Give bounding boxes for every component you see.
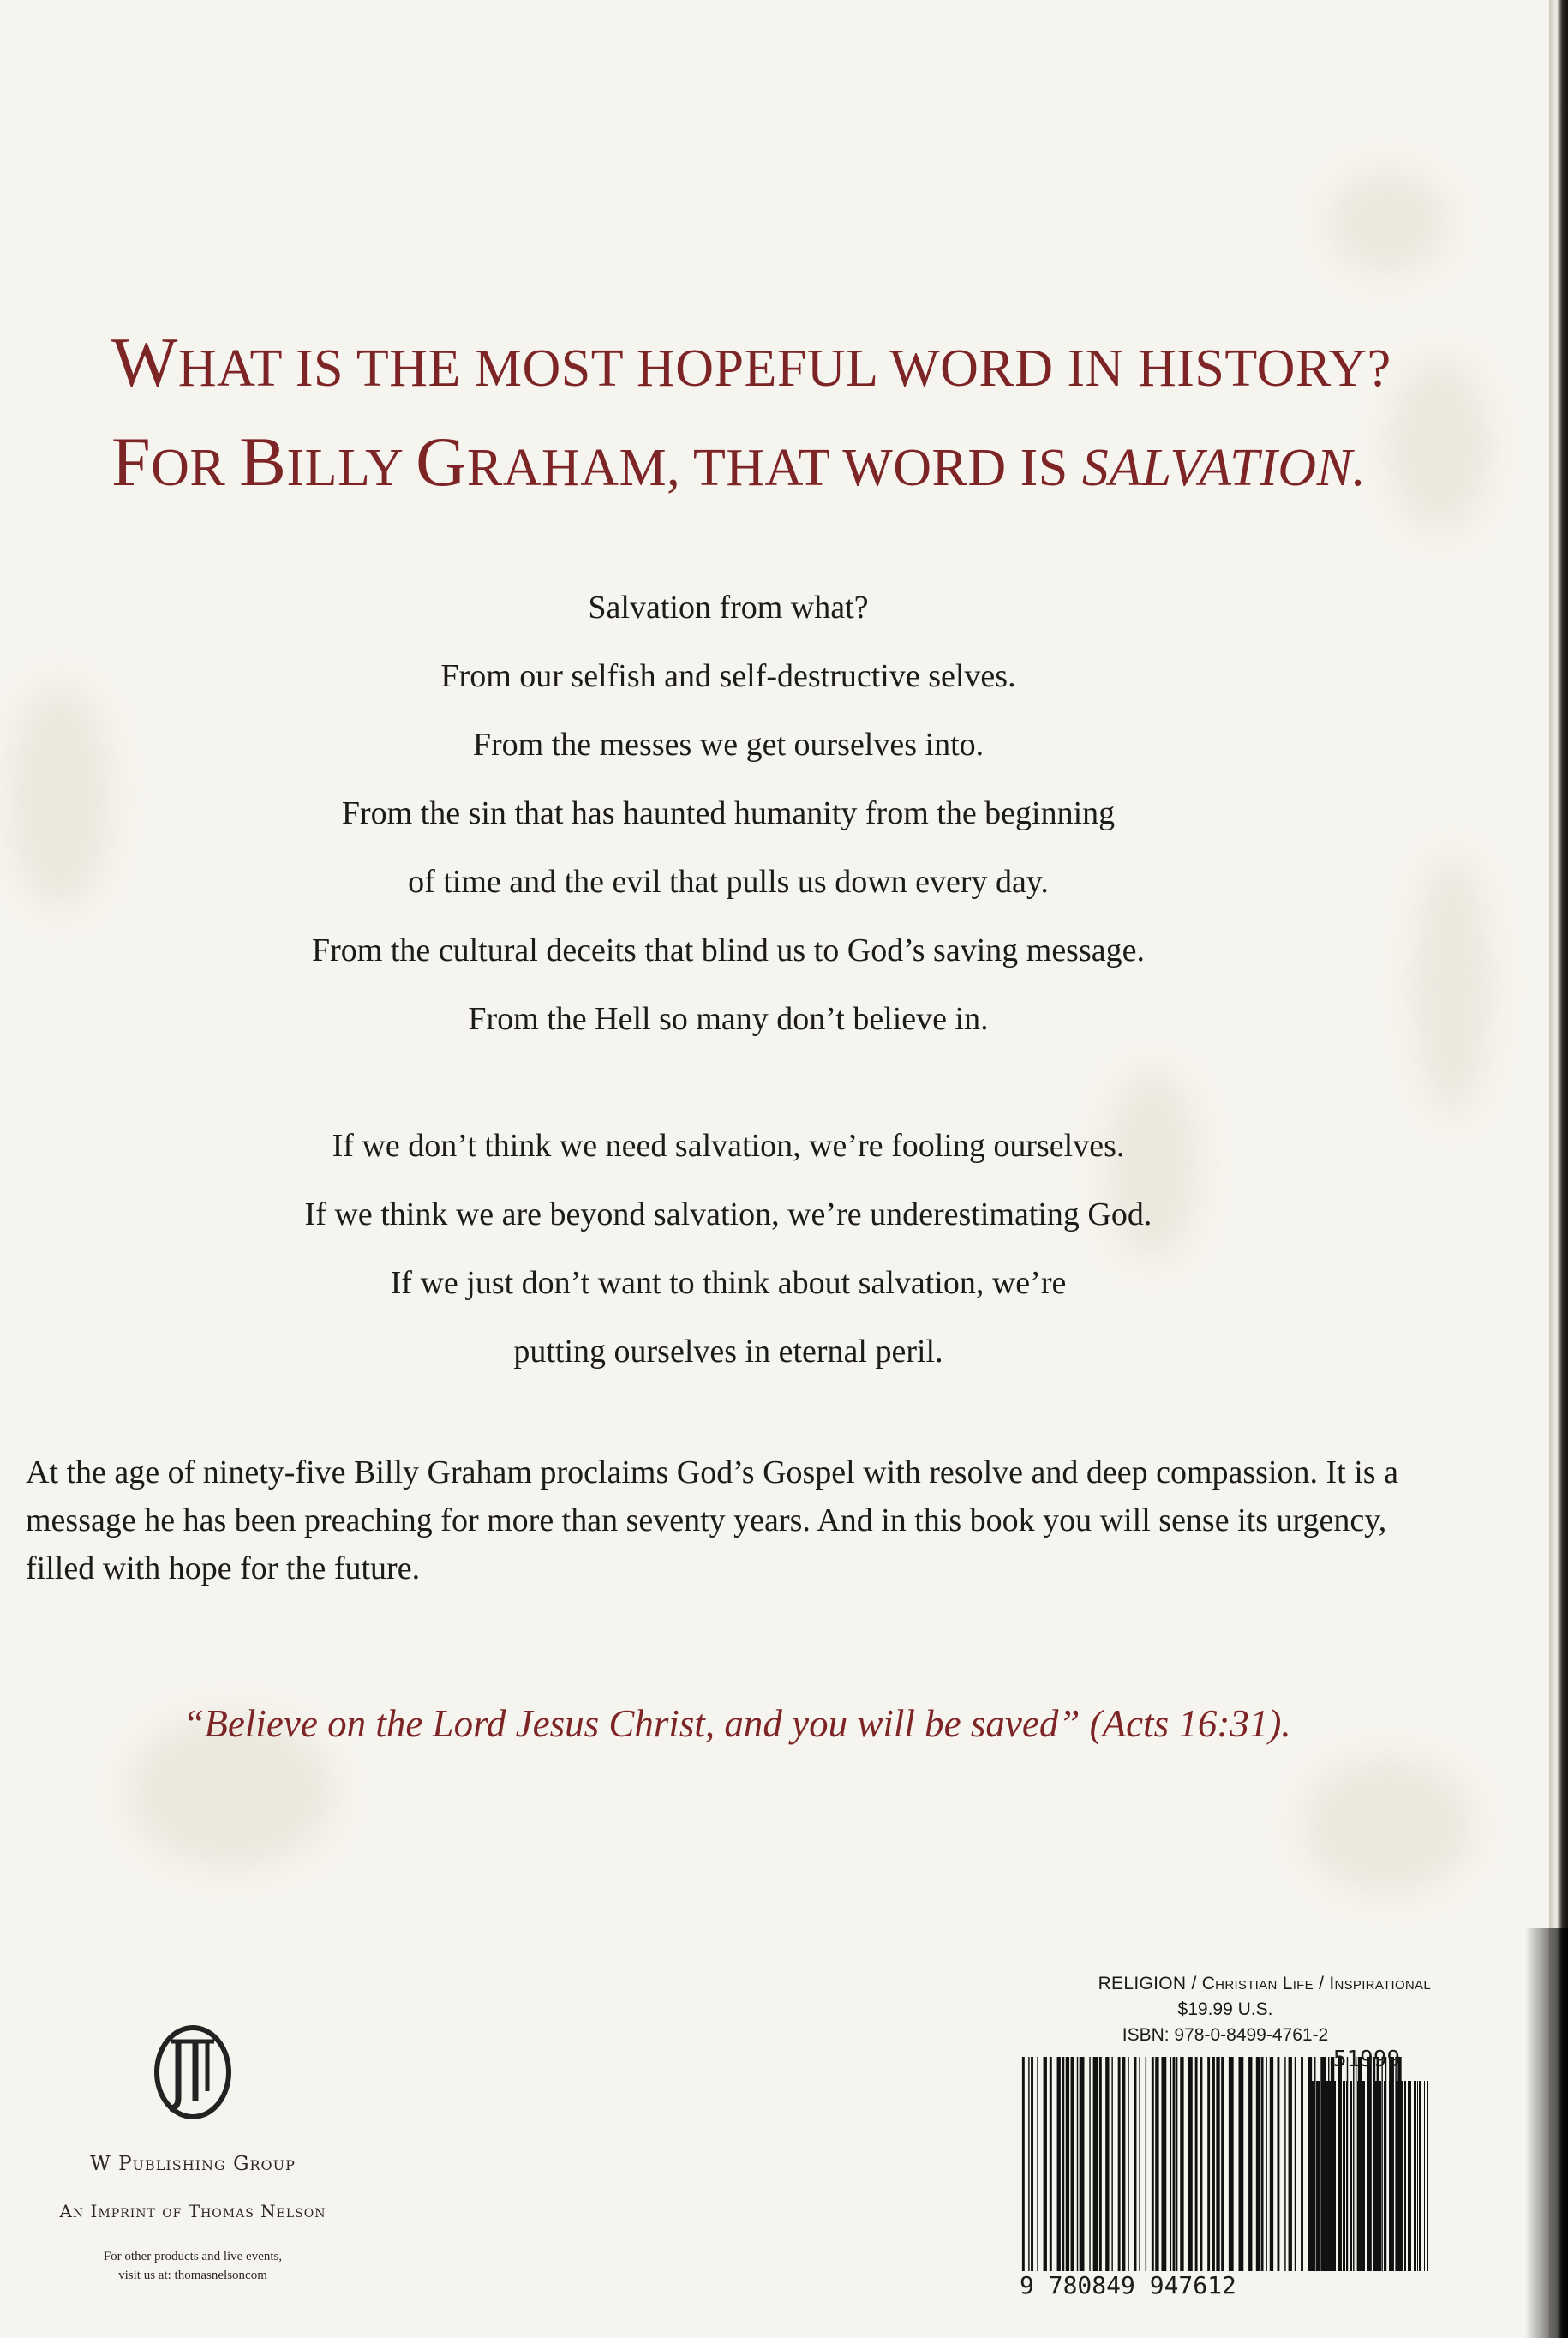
barcode-bar [1316, 2081, 1320, 2271]
publisher-note [26, 2247, 360, 2285]
salvation-line: Salvation from what? [588, 590, 869, 626]
barcode-bar [1400, 2081, 1403, 2271]
addon-barcode-bars [1020, 2057, 1431, 2271]
headline-text: HAT IS THE MOST HOPEFUL WORD IN HISTORY? [177, 339, 1391, 398]
publisher-note-line: For other products and live events, [103, 2250, 283, 2263]
barcode-bar [1322, 2081, 1323, 2271]
spine-shadow [1525, 1928, 1568, 2338]
warning-lines [86, 1130, 1371, 1404]
barcode-bar [1389, 2081, 1391, 2271]
barcode-bar [1384, 2081, 1386, 2271]
barcode-bar [1346, 2081, 1348, 2271]
headline-line-2 [111, 423, 1482, 501]
barcode-digits: 9 780849 947612 [1020, 2271, 1236, 2299]
scripture-quote: “Believe on the Lord Jesus Christ, and you will be saved” (Acts 16:31). [183, 1702, 1291, 1745]
barcode-bar [1350, 2081, 1352, 2271]
barcode-bar [1417, 2081, 1418, 2271]
headline-emphasis: SALVATION. [1081, 439, 1367, 497]
barcode-bar [1427, 2081, 1428, 2271]
barcode-bar [1396, 2081, 1399, 2271]
salvation-lines [86, 591, 1371, 1071]
barcode-bar [1360, 2081, 1361, 2271]
paper-stain [1302, 1757, 1474, 1894]
barcode-bar [1408, 2081, 1411, 2271]
headline-initial: W [111, 323, 178, 401]
paper-stain [1414, 857, 1491, 1114]
barcode-bar [1424, 2081, 1425, 2271]
salvation-line: From the Hell so many don’t believe in. [468, 1001, 989, 1037]
salvation-line: From the cultural deceits that blind us to God’s saving message. [311, 932, 1145, 968]
barcode-bar [1368, 2081, 1370, 2271]
publisher-block [26, 2023, 360, 2285]
barcode-bar [1379, 2081, 1381, 2271]
isbn-label: ISBN: 978-0-8499-4761-2 [1122, 2025, 1329, 2045]
warning-line: putting ourselves in eternal peril. [513, 1334, 943, 1370]
retail-info [1020, 1971, 1431, 2048]
publisher-imprint: An Imprint of Thomas Nelson [59, 2201, 326, 2221]
headline-line-1 [111, 323, 1482, 401]
headline-initial: F [111, 423, 152, 501]
headline-initial: B [239, 423, 287, 501]
barcode-bar [1339, 2081, 1340, 2271]
addon-barcode-digits: 51999 [1332, 2047, 1401, 2072]
headline-text: ILLY [286, 439, 416, 497]
description-paragraph: At the age of ninety-five Billy Graham proclaims God’s Gospel with resolve and deep compassion. It is a message he has been preaching for more than seventy years. And in this book you will sense its urgency, filled with hope for the future. [26, 1454, 1398, 1586]
salvation-line: From the messes we get ourselves into. [472, 727, 984, 763]
category-label: RELIGION / Christian Life / Inspirational [1098, 1974, 1431, 1993]
salvation-line: of time and the evil that pulls us down every day. [408, 864, 1049, 900]
paper-stain [1328, 171, 1448, 274]
warning-line: If we just don’t want to think about salvation, we’re [390, 1265, 1067, 1301]
warning-line: If we don’t think we need salvation, we’re fooling ourselves. [332, 1128, 1125, 1164]
barcode-bar [1343, 2081, 1345, 2271]
headline-text: RAHAM, THAT WORD IS [466, 439, 1082, 497]
publisher-note-line: visit us at: thomasnelsoncom [118, 2269, 267, 2282]
barcode-bar [1362, 2081, 1365, 2271]
price-label: $19.99 U.S. [1177, 1999, 1273, 2019]
publisher-logo-icon [146, 2023, 240, 2125]
publisher-name: W Publishing Group [90, 2153, 296, 2175]
barcode-bar [1311, 2081, 1314, 2271]
barcode-bar [1414, 2081, 1416, 2271]
salvation-line: From the sin that has haunted humanity from the beginning [341, 795, 1116, 831]
headline-text: OR [151, 439, 240, 497]
barcode-bar [1329, 2081, 1331, 2271]
warning-line: If we think we are beyond salvation, we’re underestimating God. [304, 1196, 1152, 1232]
barcode-bar [1373, 2081, 1377, 2271]
headline-initial: G [416, 423, 467, 501]
barcode-bar [1357, 2081, 1358, 2271]
barcode-bar [1326, 2081, 1328, 2271]
barcode-bar [1404, 2081, 1406, 2271]
barcode-bar [1332, 2081, 1336, 2271]
barcode-bar [1419, 2081, 1421, 2271]
barcode-bar [1392, 2081, 1393, 2271]
salvation-line: From our selfish and self-destructive selves. [440, 658, 1016, 694]
